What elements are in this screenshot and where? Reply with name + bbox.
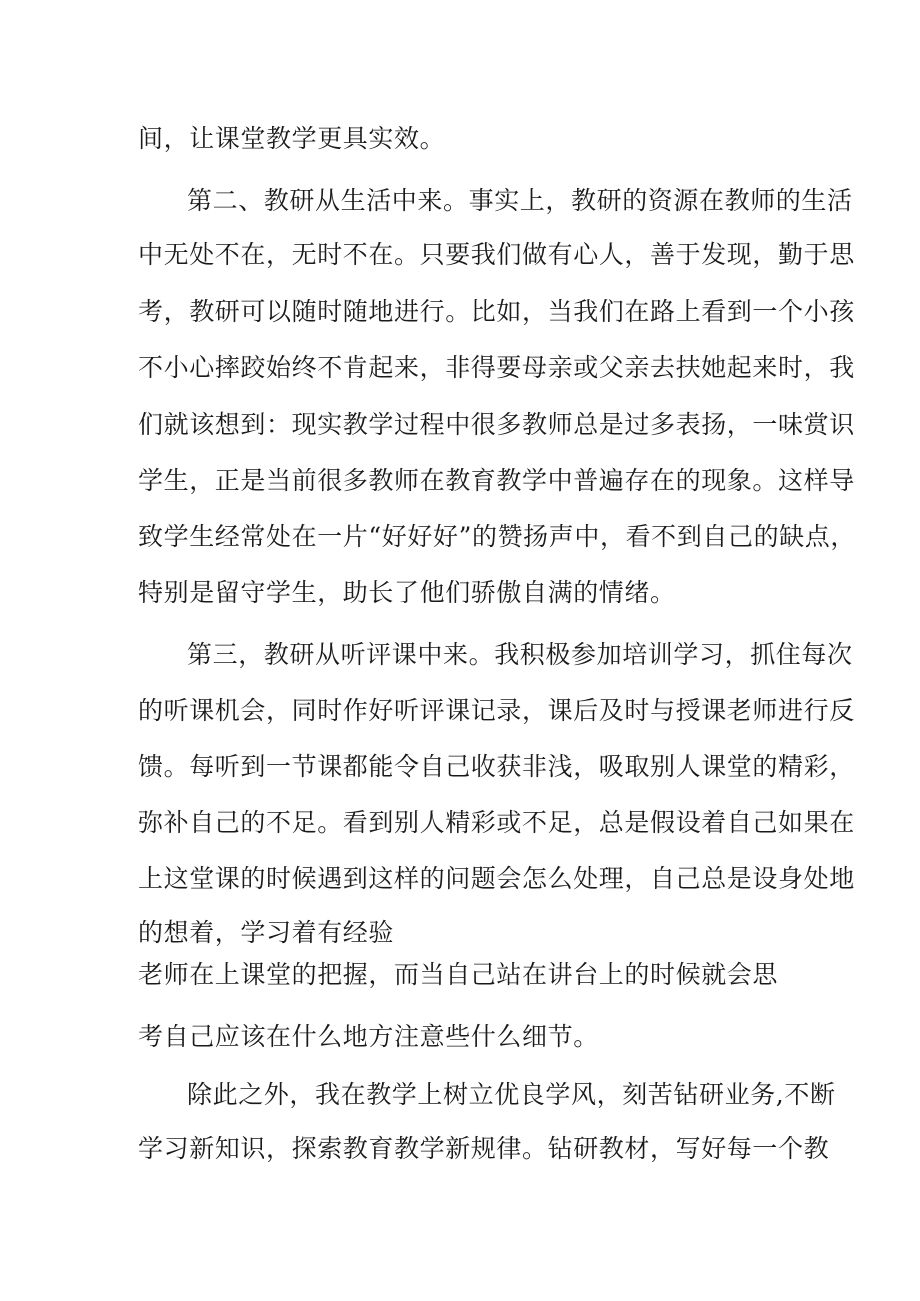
text-line: 考自己应该在什么地方注意些什么细节。 [138, 1022, 599, 1051]
text-line: 馈。每听到一节课都能令自己收获非浅，吸取别人课堂的精彩， [138, 752, 855, 781]
text-line: 的想着，学习着有经验 [138, 918, 395, 947]
text-line: 中无处不在，无时不在。只要我们做有心人，善于发现，勤于思 [138, 240, 855, 269]
text-line: 不小心摔跤始终不肯起来，非得要母亲或父亲去扶她起来时，我 [138, 353, 855, 382]
text-line: 们就该想到：现实教学过程中很多教师总是过多表扬，一味赏识 [138, 410, 855, 439]
text-line: 老师在上课堂的把握，而当自己站在讲台上的时候就会思 [138, 960, 779, 989]
text-line: 上这堂课的时候遇到这样的问题会怎么处理，自己总是设身处地 [138, 864, 855, 893]
paragraph-first-line: 第三，教研从听评课中来。我积极参加培训学习，抓住每次 [187, 640, 853, 669]
text-line: 致学生经常处在一片“好好好”的赞扬声中，看不到自己的缺点， [138, 522, 856, 551]
text-line: 的听课机会，同时作好听评课记录，课后及时与授课老师进行反 [138, 696, 855, 725]
text-line: 考，教研可以随时随地进行。比如，当我们在路上看到一个小孩 [138, 297, 855, 326]
text-line: 学习新知识，探索教育教学新规律。钻研教材，写好每一个教 [138, 1134, 830, 1163]
text-line: 间，让课堂教学更具实效。 [138, 124, 446, 153]
text-line: 弥补自己的不足。看到别人精彩或不足，总是假设着自己如果在 [138, 808, 855, 837]
paragraph-first-line: 第二、教研从生活中来。事实上，教研的资源在教师的生活 [187, 186, 853, 215]
paragraph-first-line: 除此之外，我在教学上树立优良学风，刻苦钻研业务,不断 [187, 1080, 836, 1109]
text-line: 特别是留守学生，助长了他们骄傲自满的情绪。 [138, 578, 676, 607]
text-line: 学生，正是当前很多教师在教育教学中普遍存在的现象。这样导 [138, 466, 855, 495]
